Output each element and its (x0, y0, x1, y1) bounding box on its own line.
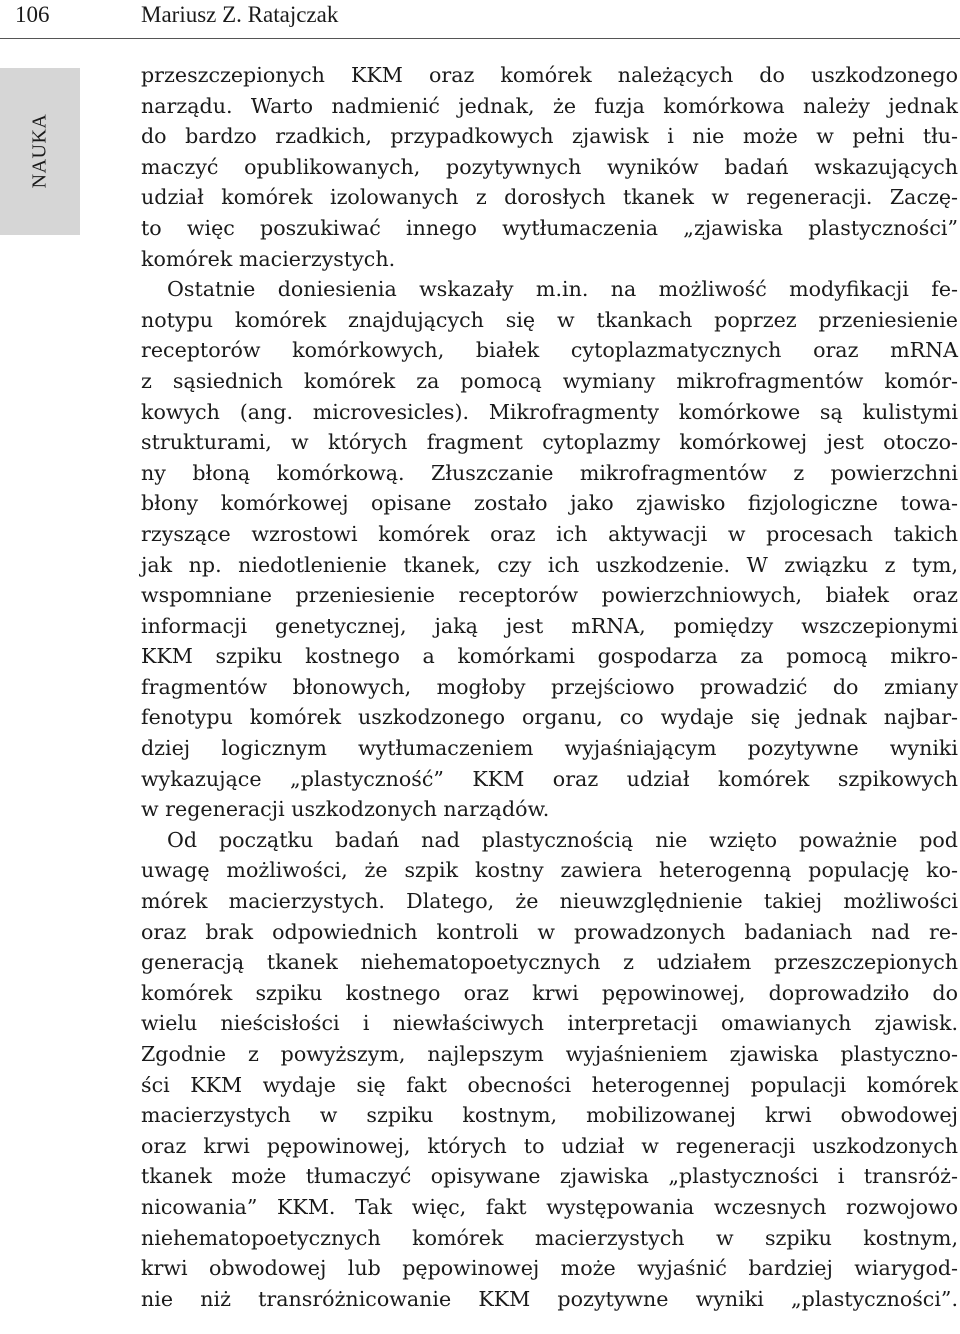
text-line: komórek szpiku kostnego oraz krwi pępowinowej, doprowadziło do (141, 980, 958, 1005)
text-line: Od początku badań nad plastycznością nie wzięto poważnie pod (167, 827, 958, 852)
text-line: wielu nieścisłości i niewłaściwych interpretacji omawianych zjawisk. (141, 1011, 958, 1036)
text-line: dziej logicznym wytłumaczeniem wyjaśniającym pozytywne wyniki (141, 736, 958, 761)
text-line: macierzystych w szpiku kostnym, mobilizowanej krwi obwodowej (141, 1103, 958, 1128)
text-line: maczyć opublikowanych, pozytywnych wyników badań wskazujących (141, 154, 958, 179)
text-line: nicowania” KKM. Tak więc, fakt występowania wczesnych rozwojowo (141, 1194, 958, 1219)
text-line: strukturami, w których fragment cytoplazmy komórkowej jest otoczo- (141, 430, 958, 455)
text-line: błony komórkowej opisane zostało jako zjawisko fizjologiczne towa- (141, 491, 958, 516)
text-line: receptorów komórkowych, białek cytoplazmatycznych oraz mRNA (141, 338, 958, 363)
running-header (0, 0, 960, 32)
text-line: rzyszące wzrostowi komórek oraz ich aktywacji w procesach takich (141, 521, 958, 546)
section-tab (0, 68, 80, 235)
text-line: notypu komórek znajdujących się w tkankach poprzez przeniesienie (141, 307, 958, 332)
page-number: 106 (15, 2, 50, 27)
text-line: niehematopoetycznych komórek macierzystych w szpiku kostnym, (141, 1225, 958, 1250)
text-line: fragmentów błonowych, mogłoby przejściowo prowadzić do zmiany (141, 674, 958, 699)
text-line: wykazujące „plastyczność” KKM oraz udział komórek szpikowych (141, 766, 958, 791)
text-line: z sąsiednich komórek za pomocą wymiany mikrofragmentów komór- (141, 368, 958, 393)
text-line: generacją tkanek niehematopoetycznych z udziałem przeszczepionych (141, 950, 958, 975)
text-line: oraz brak odpowiednich kontroli w prowadzonych badaniach nad re- (141, 919, 958, 944)
text-line: udział komórek izolowanych z dorosłych tkanek w regeneracji. Zaczę- (141, 185, 958, 210)
section-tab-label: NAUKA (28, 113, 51, 189)
text-line: kowych (ang. microvesicles). Mikrofragmenty komórkowe są kulistymi (141, 399, 958, 424)
running-head-author: Mariusz Z. Ratajczak (141, 2, 339, 27)
text-line: to więc poszukiwać innego wytłumaczenia „zjawiska plastyczności” (141, 215, 958, 240)
text-line: narządu. Warto nadmienić jednak, że fuzja komórkowa należy jednak (141, 93, 958, 118)
text-line: ści KKM wydaje się fakt obecności heterogennej populacji komórek (141, 1072, 958, 1097)
text-line: Zgodnie z powyższym, najlepszym wyjaśnieniem zjawiska plastyczno- (141, 1042, 958, 1066)
text-line: mórek macierzystych. Dlatego, że nieuwzględnienie takiej możliwości (141, 889, 958, 914)
text-line: do bardzo rzadkich, przypadkowych zjawisk i nie może w pełni tłu- (141, 124, 958, 149)
text-line: KKM szpiku kostnego a komórkami gospodarza za pomocą mikro- (141, 644, 958, 669)
text-line: przeszczepionych KKM oraz komórek należących do uszkodzonego (141, 63, 958, 87)
text-line: uwagę możliwości, że szpik kostny zawiera heterogenną populację ko- (141, 858, 958, 883)
text-line: Ostatnie doniesienia wskazały m.in. na możliwość modyfikacji fe- (167, 277, 958, 302)
text-line: fenotypu komórek uszkodzonego organu, co wydaje się jednak najbar- (141, 705, 958, 730)
body-text (141, 60, 958, 1314)
text-line: w regeneracji uszkodzonych narządów. (141, 797, 550, 822)
text-line: informacji genetycznej, jaką jest mRNA, pomiędzy wszczepionymi (141, 613, 958, 638)
text-line: oraz krwi pępowinowej, których to udział w regeneracji uszkodzonych (141, 1133, 958, 1158)
text-line: ny błoną komórkową. Złuszczanie mikrofragmentów z powierzchni (141, 460, 958, 485)
text-line: wspomniane przeniesienie receptorów powierzchniowych, białek oraz (141, 583, 958, 608)
text-line: komórek macierzystych. (141, 246, 396, 271)
text-line: jak np. niedotlenienie tkanek, czy ich uszkodzenie. W związku z tym, (141, 552, 958, 577)
text-line: tkanek może tłumaczyć opisywane zjawiska „plastyczności i transróż- (141, 1164, 958, 1189)
text-line: krwi obwodowej lub pępowinowej może wyjaśnić bardziej wiarygod- (141, 1256, 958, 1281)
header-rule (0, 38, 960, 39)
text-line: nie niż transróżnicowanie KKM pozytywne wyniki „plastyczności”. (141, 1286, 958, 1311)
